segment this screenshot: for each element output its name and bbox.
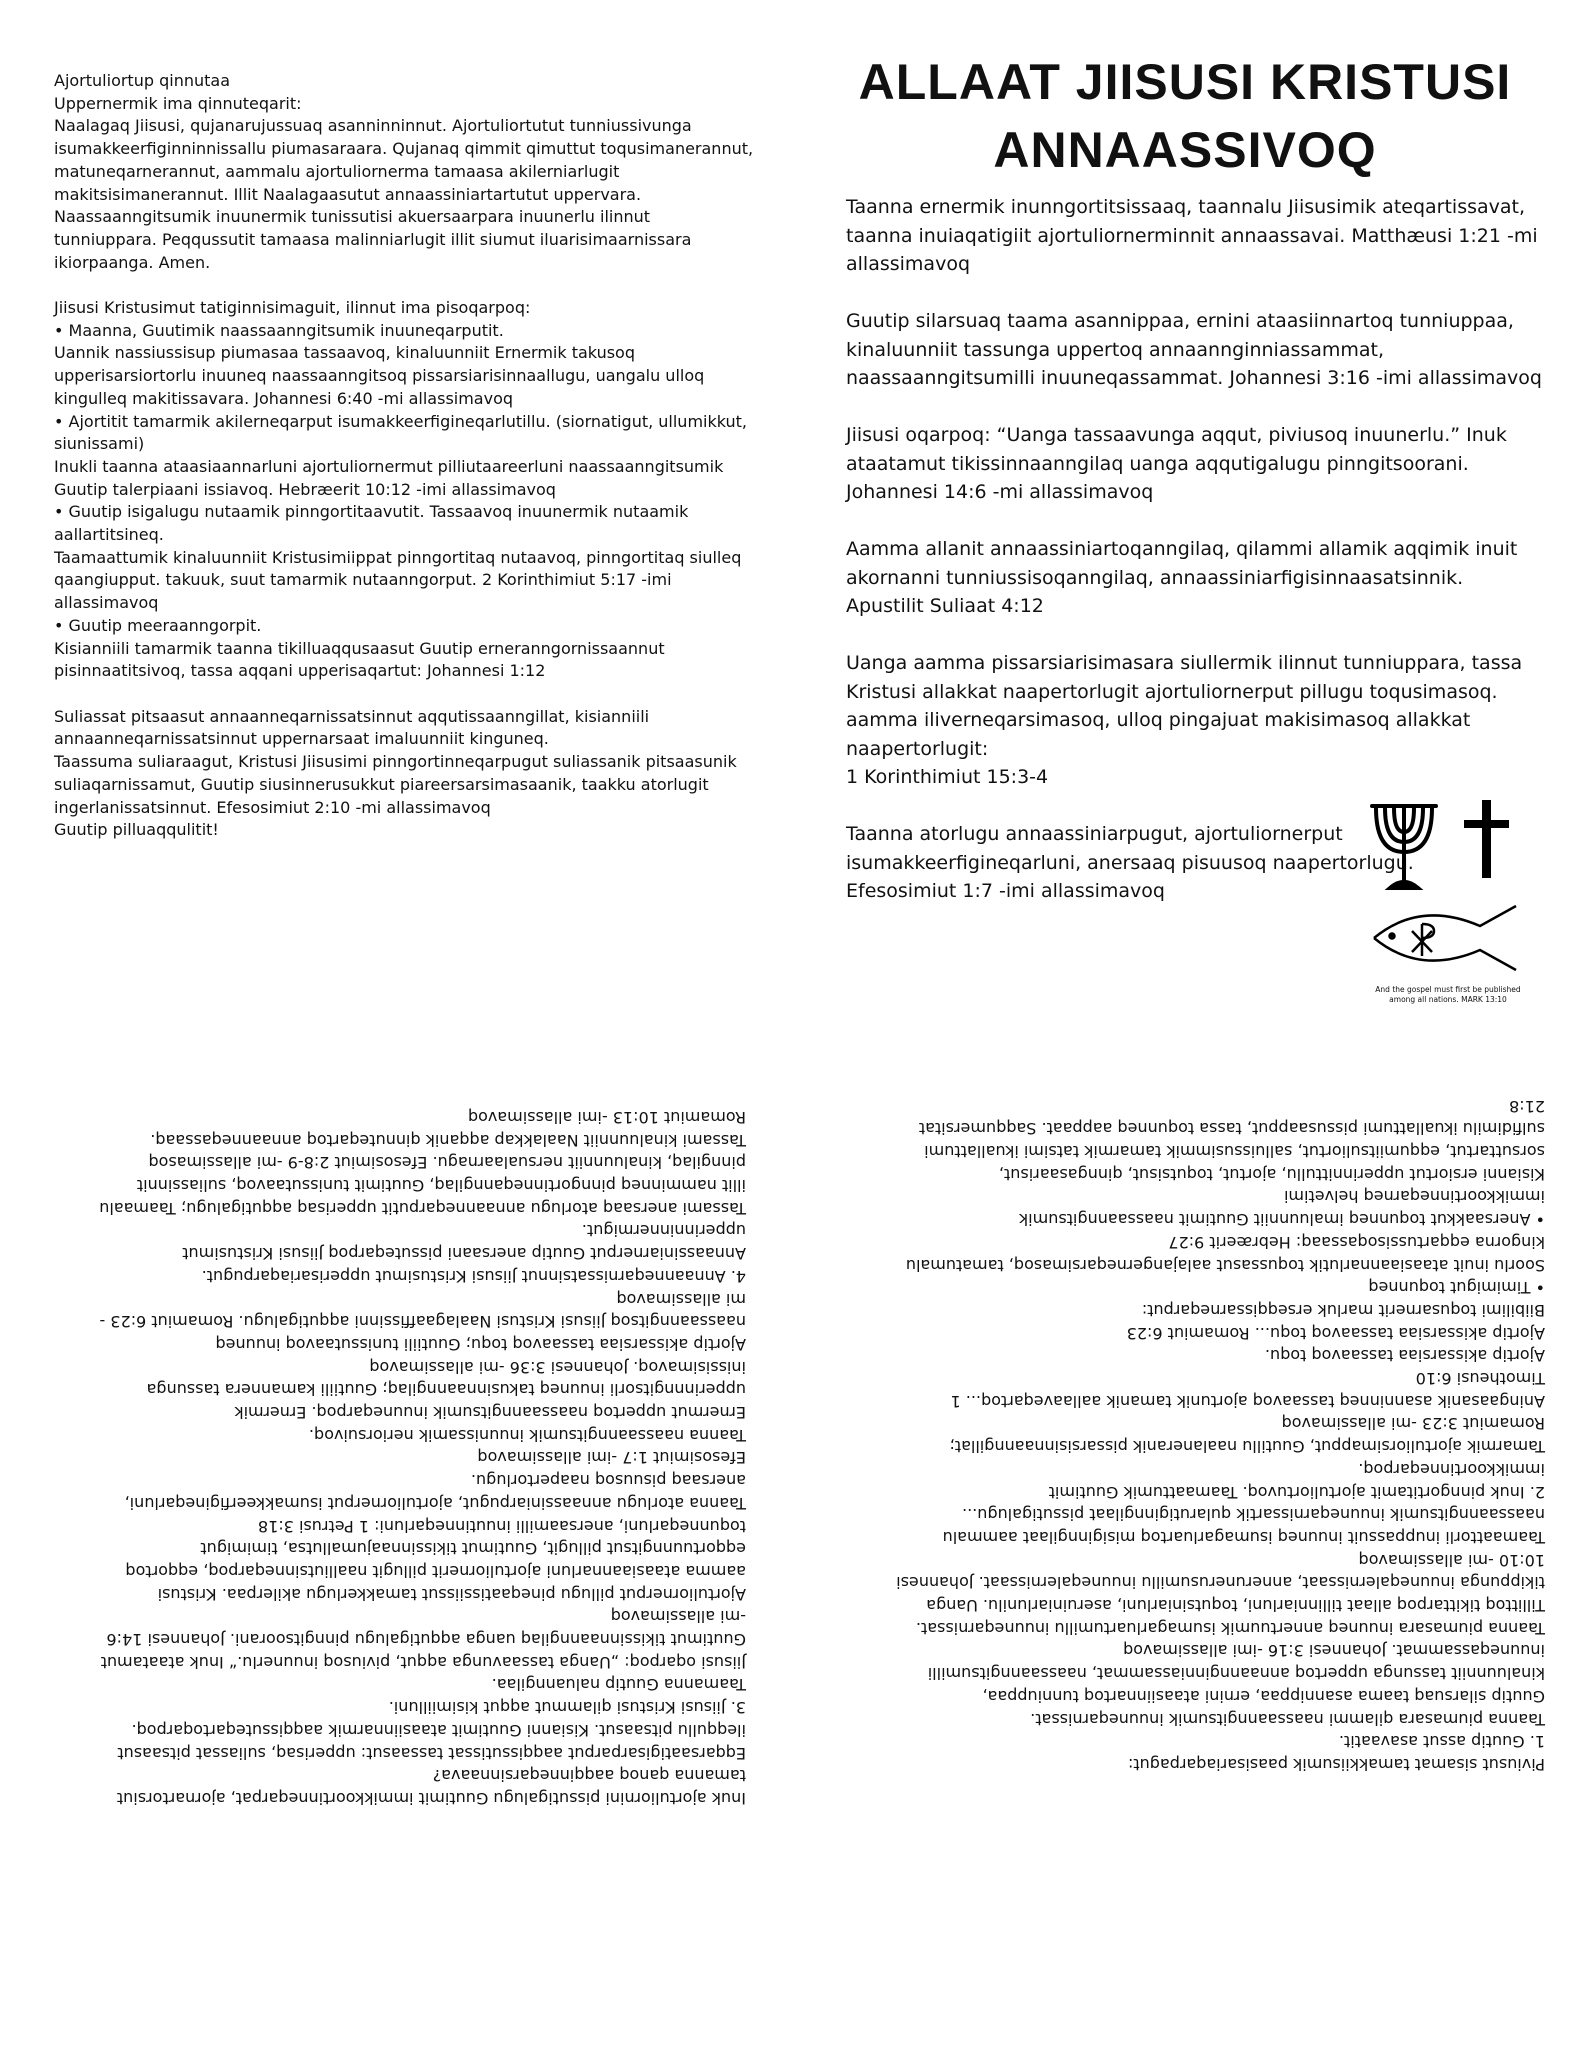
menorah-icon [1372, 806, 1436, 888]
christian-symbols-illustration [1368, 800, 1528, 980]
symbol-caption: And the gospel must first be published among all nations. MARK 13:10 [1375, 985, 1521, 1004]
tract-bottom-left-upside-down: Inuk ajortuliornini pissutigalugu Guutimit immikkoortinneqarpat, ajornartorsiut tamanna qanoq aaqqinneqarsinnaava? Eqqarsaatigisarparput aaqqissutissat tassaasut: upperisaq, suliassat pitsaasut ileqqullu pitsaasut. Kisianni Guutimit ataasiinnarmik aaqqissuteqartoqarpoq. 3. Jiisusi Kristusi qilammut aqqut kisimiilluni. Taamanna Guutip naluanngilaa. Jiisusi oqarpoq: „Uanga tassaavunga aqqut, piviusoq inuunerlu.“ Inuk ataatamut Guutimut tikissinnaanngilaq uanga aqqutigalugu pinngitsoorani. Johannesi 14:6 -mi allassimavoq Ajortuliornerput pillugu pineqaatissiissut tamakkerlugu akilerpaa. Kristusi aamma ataasiaannarluni ajortuliornerit pillugit naalliutsinneqarpoq, eqqortoq eqqortuunngitsut pillugit, Guutimut tikissinnaajumallutsa, timimigut toqunneqarluni, anersaamilli inuutinneqarluni: 1 Petrusi 3:18 Taanna atorlugu annaassiniarpugut, ajortuliornerput isumakkeerfigineqarluni, anersaaq pisuusoq naapertorlugu. Efesosimiut 1:7 -imi allassimavoq Taanna naassaanngitsumik inuunissamik neriorsuivoq. Ernermut uppertoq naassaanngitsumik inuuneqarpoq. Ernermik upperinnngitsorli inuuneq takusinnaanngilaq; Guutiili kamannera tassunga inissisimavoq. Johannesi 3:36 -mi allassimavoq Ajortip akissarsiaa tassaavoq toqu; Guutiili tunissutaavoq inuuneq naassaanngitsoq Jiisusi Kristusi Naalagaaffissinni aqqutigalugu. Romamiut 6:23 -mi allassimavoq 4. Annaanneqarnissatsinnut Jiisusi Kristusimut upperisariaqarpugut. Annaassiniarnerput Guutip anersaani pissuteqarpoq Jiisusi Kristusimut upperinninnermigut. Tassami anersaaq atorlugu annaanneqarputit upperisaq aqqutigalugu; Taamaalu illit namminneq pinngortinneqanngilaq, Guutimit tunissutaavoq, suliassinnit pinngilaq, kinaluunniit nersualaarnagu. Efesosimiut 2:8-9 -mi allassimasoq Tassami kinaluunniit Naalakkap aqqanik qinnuteqartoq annaanneqassaaq. Romamiut 10:13 -imi allassimavoq [99, 1107, 746, 1808]
tract-scripture-section: Taanna ernermik inunngortitsissaaq, taannalu Jiisusimik ateqartissavat, taanna inuiaqatigiit ajortuliornerminnit annaassavai. Matthæusi 1:21 -mi allassimavoq Guutip silarsuaq taama asannippaa, ernini ataasiinnartoq tunniuppaa, kinaluunniit tassunga uppertoq annaannginniassammat, naassaanngitsumilli inuuneqassammat. Johannesi 3:16 -imi allassimavoq Jiisusi oqarpoq: “Uanga tassaavunga aqqut, piviusoq inuunerlu.” Inuk ataatamut tikissinnaanngilaq uanga aqqutigalugu pinngitsoorani. Johannesi 14:6 -mi allassimavoq Aamma allanit annaassiniartoqanngilaq, qilammi allamik aqqimik inuit akornanni tunniussisoqanngilaq, annaassiniarfigisinnaasatsinnik. Apustilit Suliaat 4:12 Uanga aamma pissarsiarisimasara siullermik ilinnut tunniuppara, tassa Kristusi allakkat naapertorlugit ajortuliornerput pillugu toqusimasoq. aamma iliverneqarsimasoq, ulloq pingajuat makisimasoq allakkat naapertorlugit: 1 Korinthimiut 15:3-4 Taanna atorlugu annaassiniarpugut, ajortuliornerput isumakkeerfigineqarluni, anersaaq pisuusoq naapertorlugu. Efesosimiut 1:7 -imi allassimavoq [846, 196, 1542, 902]
cross-icon [1464, 800, 1509, 878]
tract-bottom-right-upside-down: Piviusut sisamat tamakkiisumik paasisariaqarpagut: 1. Guutip assut asavaatit. Taanna piumasarа qilammi naassaanngitsumik inuuneqarnissat. Guutip silarsuaq taama asannippaa, ernini ataasiinnartoq tunniuppaa, kinaluunniit tassunga uppertoq annaannginniassammat, naassaanngitsumilli inuuneqassammat. Johannesi 3:16 -imi allassimavoq Taanna piumasarа inuuneq annertuumik isumagarluartumillu inuuneqarnissat. Tillittoq tikittarpoq allaat tillinniarluni, toqutsiniarluni, aseruiniarlunilu. Uanga tikippunga inuuneqalernissaat, annerunerusumillu inuuneqalernissaat. Johannesi 10:10 -mi allassimavoq Taamaattorli inuppassuit inuuneq isumagarluartoq misiginngilaat aammalu naassaanngitsumik inuuneqarnissartik qularutiginngilaat pissutigalugu... 2. Inuk pinngortitamit ajortuliortuvoq. Taamaattumik Guutimit immikkoortinneqarpoq. Tamarmik ajortuliorsimapput, Guutillu naalaneranik pissarsisinnaanngillat; Romamiut 3:23 -mi allassimavoq Aningaasanik asanninneq tassaavoq ajortunik tamanik aallaaveqartoq... 1 Timotheusi 6:10 Ajortip akissarsiaa tassaavoq toqu. Ajortip akissarsiaa tassaavoq toqu... Romamiut 6:23 Biibilimi toqusarnerit marluk erseqqissarneqarput: • Timimigut toqunneq Soorlu inuit ataasiaannarlutik toqussasut aalajangerneqarsimasoq, tamatumalu kingorna eqqartussisoqassaaq: Hebræerit 9:27 • Anersaakkut toqunneq imaluunniit Guutimit naassaanngitsumik immikkoortinneqarneq helvetimi Kisianni ersiortut upperinnittullu, ajortut, toqutsisut, qinngasaarisut, sorsuttartut, eqqumiitsuliortut, salluissusimmik tamarmik tatsimi ikuallattumi sulfidimilu ikuallattumi pissusaapput, tassa toqunneq aappaat. Saqqumersitat 21:8 [896, 1096, 1545, 1775]
tract-title: ALLAAT JIISUSI KRISTUSI ANNAASSIVOQ [858, 54, 1512, 178]
tract-prayer-section: Ajortuliortup qinnutaa Uppernermik ima qinnuteqarit: Naalagaq Jiisusi, qujanarujussuaq asanninninnut. Ajortuliortutut tunniussivunga isumakkeerfiginninnissallu piumasaraara. Qujanaq qimmit qimuttut toqusimanerannut, matuneqarnerannut, aammalu ajortuliornerma tamaasa akilerniarlugit makitsisimanerannut. Illit Naalagaasutut annaassiniartartutut uppervara. Naassaanngitsumik inuunermik tunissutisi akuersaarpara inuunerlu ilinnut tunniuppara. Peqqussutit tamaasa malinniarlugit illit siumut iluarisimaarnissara ikiorpaanga. Amen. Jiisusi Kristusimut tatiginnisimaguit, ilinnut ima pisoqarpoq: • Maanna, Guutimik naassaanngitsumik inuuneqarputit. Uannik nassiussisup piumasaa tassaavoq, kinaluunniit Ernermik takusoq upperisarsiortorlu inuuneq naassaanngitsoq pissarsiarisinnaallugu, uangalu ulloq kingulleq makitissavara. Johannesi 6:40 -mi allassimavoq • Ajortitit tamarmik akilerneqarput isumakkeerfigineqarlutillu. (siornatigut, ullumikkut, siunissami) Inukli taanna ataasiaannarluni ajortuliornermut pilliutaareerluni naassaanngitsumik Guutip talerpiaani issiavoq. Hebræerit 10:12 -imi allassimavoq • Guutip isigalugu nutaamik pinngortitaavutit. Tassaavoq inuunermik nutaamik aallartitsineq. Taamaattumik kinaluunniit Kristusimiippat pinngortitaq nutaavoq, pinngortitaq siulleq qaangiupput. takuuk, suut tamarmik nutaanngorput. 2 Korinthimiut 5:17 -imi allassimavoq • Guutip meeraanngorpit. Kisianniili tamarmik taanna tikilluaqqusaasut Guutip erneranngornissaannut pisinnaatitsivoq, tassa aqqani upperisaqartut: Johannesi 1:12 Suliassat pitsaasut annaanneqarnissatsinnut aqqutissaanngillat, kisianniili annaanneqarnissatsinnut uppernarsaat imaluunniit kinguneq. Taassuma suliaraagut, Kristusi Jiisusimi pinngortinneqarpugut suliassanik pitsaasunik suliaqarnissamut, Guutip siusinnerusukkut piareersarsimasaanik, taakku atorlugit ingerlanissatsinnut. Efesosimiut 2:10 -mi allassimavoq Guutip pilluaqqulitit! [54, 71, 754, 840]
chi-rho-fish-icon [1374, 906, 1516, 970]
